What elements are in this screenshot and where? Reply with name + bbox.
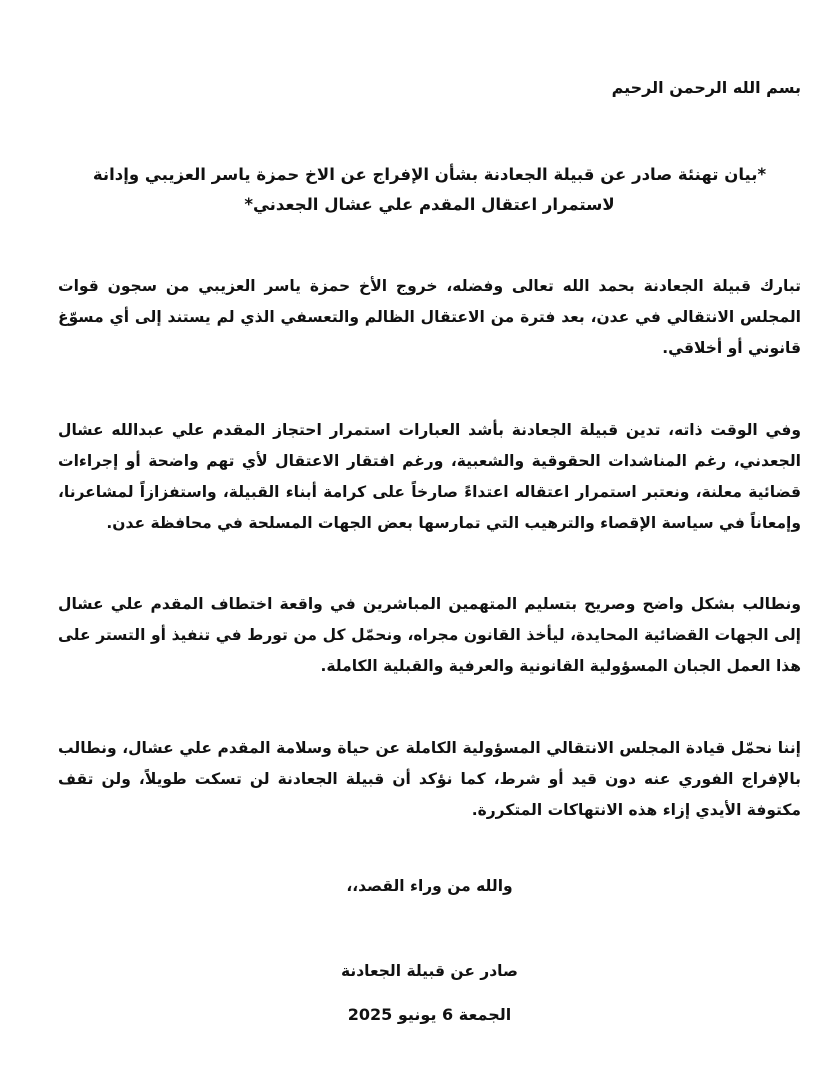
paragraph-demands: ونطالب بشكل واضح وصريح بتسليم المتهمين المباشرين في واقعة اختطاف المقدم علي عشال إلى الجهات القضائية المحايدة، ليأخذ القانون مجراه، ونحمّل كل من تورط في تنفيذ أو التستر على هذا العمل الجبان المسؤولية القانونية والعرفية والقبلية الكاملة. (58, 595, 801, 675)
issuer-line: صادر عن قبيلة الجعادنة (341, 962, 518, 980)
closing-phrase: والله من وراء القصد،، (346, 877, 513, 895)
statement-date: الجمعة 6 يونيو 2025 (347, 1005, 512, 1024)
basmala: بسم الله الرحمن الرحيم (611, 78, 801, 97)
paragraph-congratulation: تبارك قبيلة الجعادنة بحمد الله تعالى وفضله، خروج الأخ حمزة ياسر العزيبي من سجون قوات المجلس الانتقالي في عدن، بعد فترة من الاعتقال الظالم والتعسفي الذي لم يستند إلى أي مسوّغ قانوني أو أخلاقي. (58, 277, 801, 357)
statement-title: *بيان تهنئة صادر عن قبيلة الجعادنة بشأن الإفراج عن الاخ حمزة ياسر العزيبي وإدانة لاستمرار اعتقال المقدم علي عشال الجعدني* (92, 165, 767, 214)
paragraph-responsibility: إننا نحمّل قيادة المجلس الانتقالي المسؤولية الكاملة عن حياة وسلامة المقدم علي عشال، ونطالب بالإفراج الفوري عنه دون قيد أو شرط، كما نؤكد أن قبيلة الجعادنة لن تسكت طويلاً، ولن تقف مكتوفة الأيدي إزاء هذه الانتهاكات المتكررة. (58, 739, 801, 819)
statement-document (58, 0, 801, 1080)
paragraph-condemnation: وفي الوقت ذاته، تدين قبيلة الجعادنة بأشد العبارات استمرار احتجاز المقدم علي عبدالله عشال الجعدني، رغم المناشدات الحقوقية والشعبية، ورغم افتقار الاعتقال لأي تهم واضحة أو إجراءات قضائية معلنة، ونعتبر استمرار اعتقاله اعتداءً صارخاً على كرامة أبناء القبيلة، واستفزازاً لمشاعرنا، وإمعاناً في سياسة الإقصاء والترهيب التي تمارسها بعض الجهات المسلحة في محافظة عدن. (58, 421, 801, 532)
